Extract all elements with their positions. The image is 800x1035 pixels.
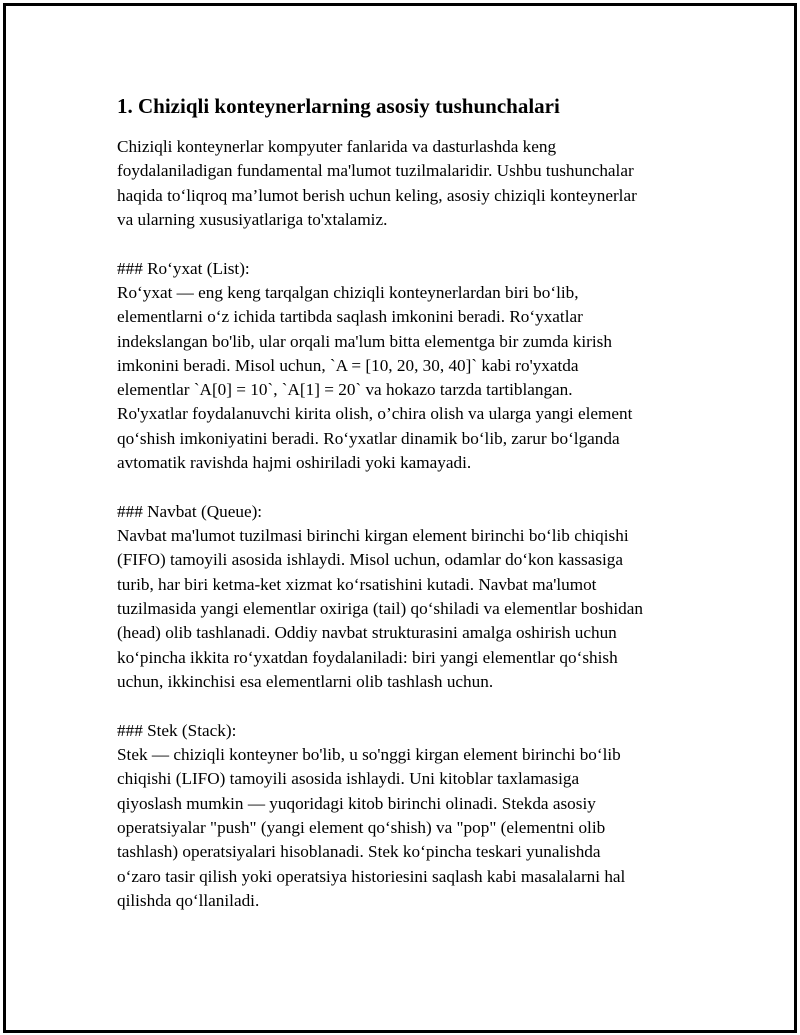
- section-stack: [117, 719, 692, 913]
- text-line: va ularning xususiyatlariga to'xtalamiz.: [117, 209, 388, 229]
- section-list: [117, 257, 692, 476]
- text-line: Chiziqli konteynerlar kompyuter fanlarida va dasturlashda keng: [117, 137, 557, 156]
- text-line: (FIFO) tamoyili asosida ishlaydi. Misol uchun, odamlar do‘kon kassasiga: [117, 550, 624, 570]
- document-title: 1. Chiziqli konteynerlarning asosiy tushunchalari: [117, 94, 560, 118]
- section-heading: ### Ro‘yxat (List):: [117, 258, 250, 278]
- section-queue: [117, 500, 692, 694]
- text-line: qo‘shish imkoniyatini beradi. Ro‘yxatlar dinamik bo‘lib, zarur bo‘lganda: [117, 428, 620, 448]
- text-line: uchun, ikkinchisi esa elementlarni olib tashlash uchun.: [117, 671, 494, 691]
- text-line: chiqishi (LIFO) tamoyili asosida ishlaydi. Uni kitoblar taxlamasiga: [117, 769, 580, 789]
- text-line: operatsiyalar "push" (yangi element qo‘shish) va "pop" (elementni olib: [117, 817, 606, 837]
- text-line: foydalaniladigan fundamental ma'lumot tuzilmalaridir. Ushbu tushunchalar: [117, 161, 634, 181]
- text-line: indekslangan bo'lib, ular orqali ma'lum bitta elementga bir zumda kirish: [117, 331, 612, 351]
- text-line: Stek — chiziqli konteyner bo'lib, u so'nggi kirgan element birinchi bo‘lib: [117, 745, 621, 765]
- text-line: ko‘pincha ikkita ro‘yxatdan foydalaniladi: biri yangi elementlar qo‘shish: [117, 647, 618, 667]
- document-body: [117, 92, 692, 938]
- text-line: (head) olib tashlanadi. Oddiy navbat strukturasini amalga oshirish uchun: [117, 623, 617, 643]
- section-heading: ### Navbat (Queue):: [117, 501, 263, 521]
- text-line: o‘zaro tasir qilish yoki operatsiya historiesini saqlash kabi masalalarni hal: [117, 866, 626, 886]
- text-line: Ro'yxatlar foydalanuvchi kirita olish, o’chira olish va ularga yangi element: [117, 404, 633, 424]
- text-line: Ro‘yxat — eng keng tarqalgan chiziqli konteynerlardan biri bo‘lib,: [117, 282, 579, 302]
- text-line: tuzilmasida yangi elementlar oxiriga (tail) qo‘shiladi va elementlar boshidan: [117, 599, 643, 619]
- text-line: imkonini beradi. Misol uchun, `A = [10, 20, 30, 40]` kabi ro'yxatda: [117, 355, 579, 375]
- text-line: qilishda qo‘llaniladi.: [117, 890, 260, 910]
- text-line: turib, har biri ketma-ket xizmat ko‘rsatishini kutadi. Navbat ma'lumot: [117, 574, 597, 594]
- text-line: avtomatik ravishda hajmi oshiriladi yoki kamayadi.: [117, 453, 472, 473]
- text-line: haqida to‘liqroq ma’lumot berish uchun keling, asosiy chiziqli konteynerlar: [117, 185, 637, 205]
- text-line: elementlarni o‘z ichida tartibda saqlash imkonini beradi. Ro‘yxatlar: [117, 307, 583, 327]
- text-line: qiyoslash mumkin — yuqoridagi kitob birinchi olinadi. Stekda asosiy: [117, 793, 596, 813]
- section-heading: ### Stek (Stack):: [117, 720, 237, 740]
- text-line: elementlar `A[0] = 10`, `A[1] = 20` va hokazo tarzda tartiblangan.: [117, 380, 573, 400]
- intro-paragraph: [117, 135, 692, 232]
- text-line: Navbat ma'lumot tuzilmasi birinchi kirgan element birinchi bo‘lib chiqishi: [117, 526, 629, 546]
- text-line: tashlash) operatsiyalari hisoblanadi. Stek ko‘pincha teskari yunalishda: [117, 842, 601, 862]
